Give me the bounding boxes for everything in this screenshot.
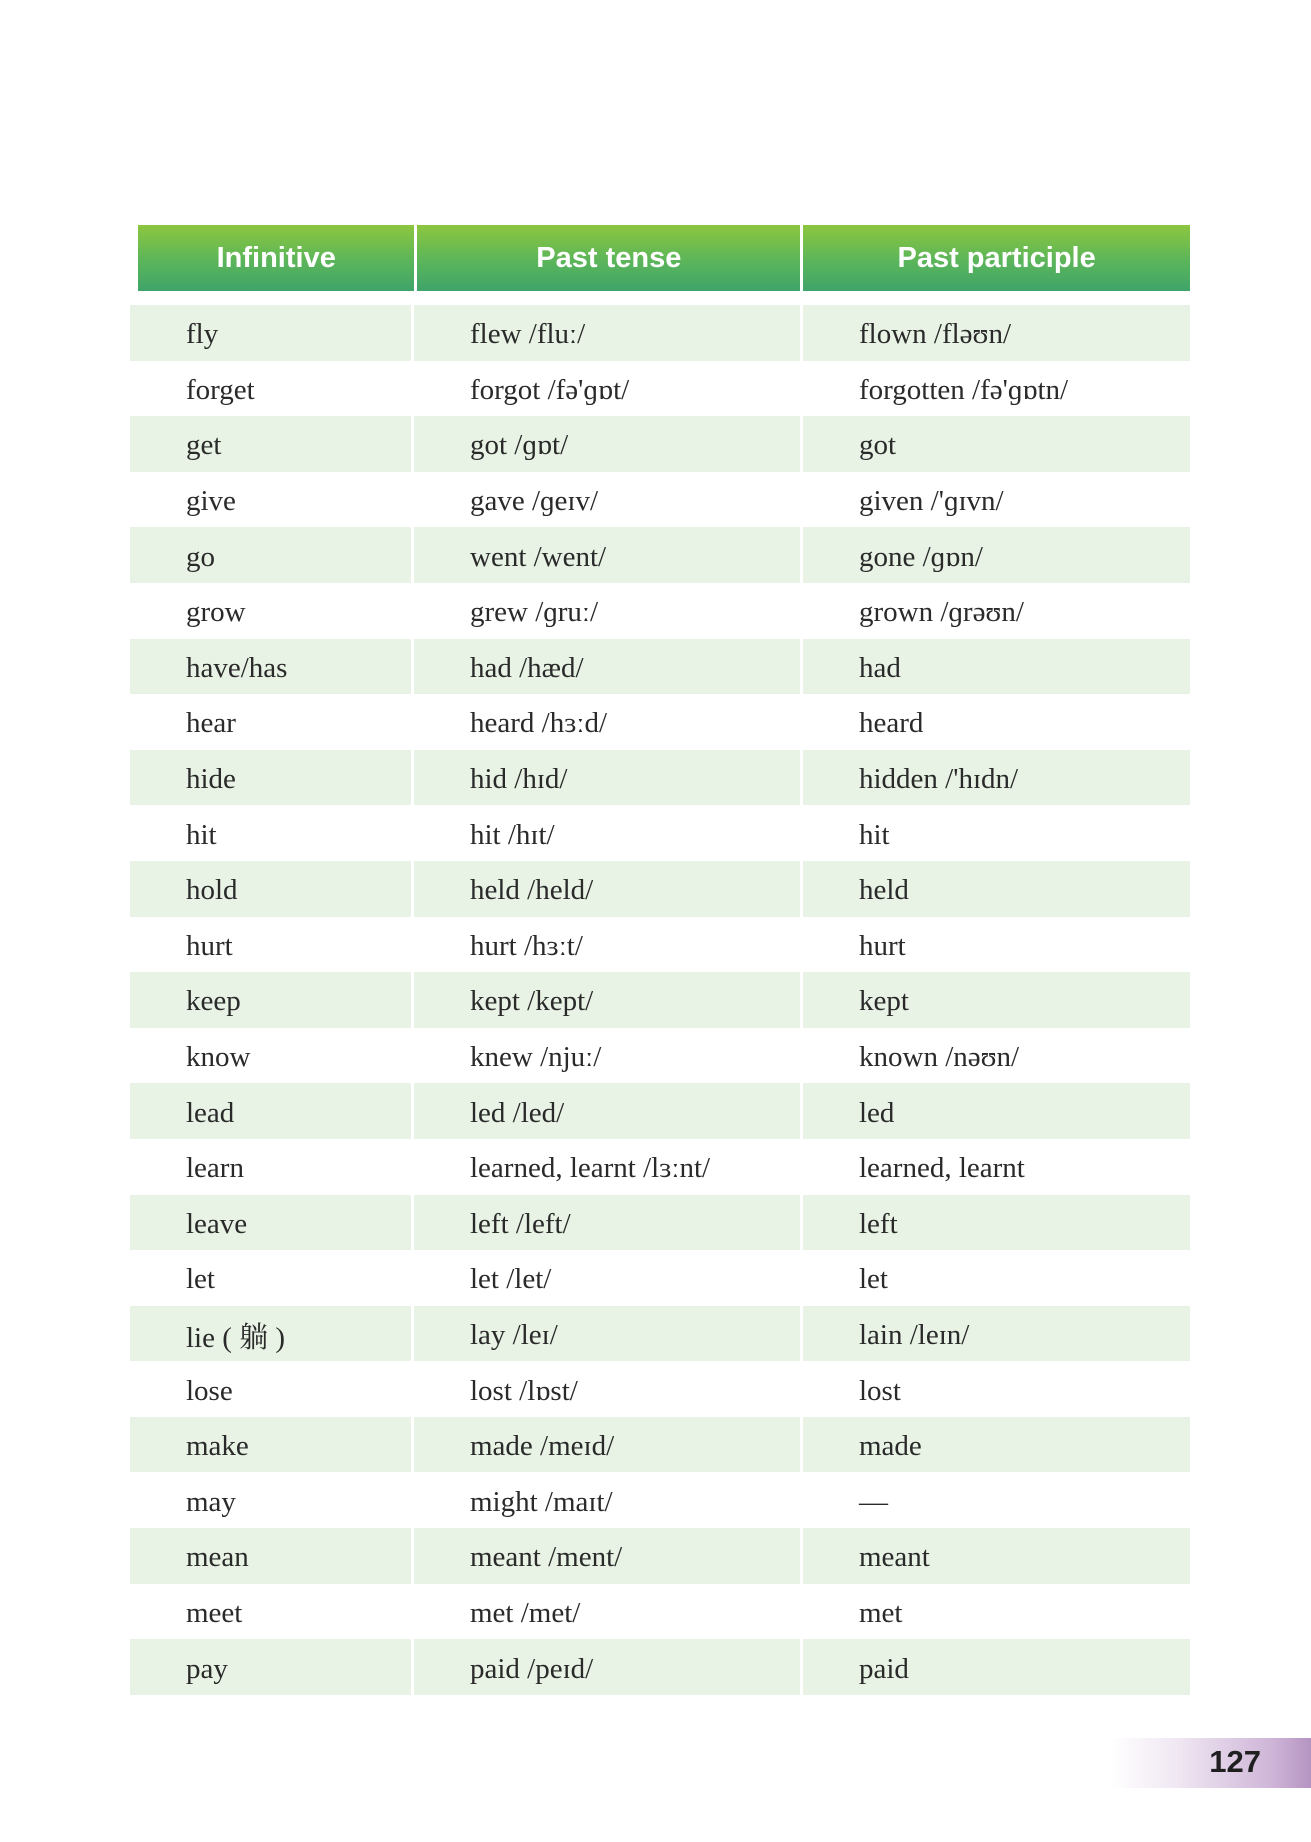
cell-infinitive: forget xyxy=(130,361,414,417)
cell-infinitive: hit xyxy=(130,805,414,861)
cell-past-participle: learned, learnt xyxy=(803,1139,1190,1195)
cell-infinitive: get xyxy=(130,416,414,472)
cell-infinitive: know xyxy=(130,1028,414,1084)
table-row xyxy=(130,1306,1190,1362)
cell-past-participle: got xyxy=(803,416,1190,472)
table-row xyxy=(130,861,1190,917)
cell-past-tense: had /hæd/ xyxy=(414,639,803,695)
cell-infinitive: pay xyxy=(130,1639,414,1695)
cell-past-participle: grown /ɡrəʊn/ xyxy=(803,583,1190,639)
table-row xyxy=(130,750,1190,806)
table-row xyxy=(130,1528,1190,1584)
table-body xyxy=(130,305,1190,1695)
cell-past-tense: lay /leɪ/ xyxy=(414,1306,803,1362)
header-infinitive: Infinitive xyxy=(138,225,417,291)
irregular-verb-table xyxy=(130,225,1190,1695)
cell-infinitive: hide xyxy=(130,750,414,806)
cell-past-tense: kept /kept/ xyxy=(414,972,803,1028)
cell-past-participle: left xyxy=(803,1195,1190,1251)
cell-past-tense: met /met/ xyxy=(414,1584,803,1640)
cell-infinitive: lie ( 躺 ) xyxy=(130,1306,414,1362)
cell-infinitive: lead xyxy=(130,1083,414,1139)
cell-past-tense: got /ɡɒt/ xyxy=(414,416,803,472)
cell-past-tense: hit /hɪt/ xyxy=(414,805,803,861)
cell-infinitive: mean xyxy=(130,1528,414,1584)
cell-past-participle: held xyxy=(803,861,1190,917)
table-row xyxy=(130,1639,1190,1695)
header-past-tense: Past tense xyxy=(417,225,803,291)
cell-past-participle: made xyxy=(803,1417,1190,1473)
cell-infinitive: meet xyxy=(130,1584,414,1640)
cell-infinitive: learn xyxy=(130,1139,414,1195)
cell-infinitive: may xyxy=(130,1472,414,1528)
cell-infinitive: keep xyxy=(130,972,414,1028)
cell-past-tense: made /meɪd/ xyxy=(414,1417,803,1473)
cell-past-tense: meant /ment/ xyxy=(414,1528,803,1584)
table-row xyxy=(130,361,1190,417)
cell-past-tense: left /left/ xyxy=(414,1195,803,1251)
cell-infinitive: fly xyxy=(130,305,414,361)
table-row xyxy=(130,972,1190,1028)
table-row xyxy=(130,1195,1190,1251)
table-row xyxy=(130,805,1190,861)
table-row xyxy=(130,639,1190,695)
cell-past-participle: lost xyxy=(803,1361,1190,1417)
page-number-tab xyxy=(1110,1738,1311,1788)
table-row xyxy=(130,1472,1190,1528)
cell-past-tense: let /let/ xyxy=(414,1250,803,1306)
cell-past-tense: gave /ɡeɪv/ xyxy=(414,472,803,528)
cell-past-participle: given /'ɡɪvn/ xyxy=(803,472,1190,528)
table-row xyxy=(130,472,1190,528)
table-row xyxy=(130,416,1190,472)
cell-past-tense: lost /lɒst/ xyxy=(414,1361,803,1417)
cell-past-participle: hurt xyxy=(803,917,1190,973)
cell-past-tense: flew /fluː/ xyxy=(414,305,803,361)
cell-past-tense: paid /peɪd/ xyxy=(414,1639,803,1695)
cell-past-participle: led xyxy=(803,1083,1190,1139)
table-row xyxy=(130,1028,1190,1084)
cell-infinitive: grow xyxy=(130,583,414,639)
cell-past-tense: led /led/ xyxy=(414,1083,803,1139)
table-row xyxy=(130,1584,1190,1640)
cell-past-participle: flown /fləʊn/ xyxy=(803,305,1190,361)
header-past-participle: Past participle xyxy=(803,225,1190,291)
table-row xyxy=(130,694,1190,750)
cell-past-participle: had xyxy=(803,639,1190,695)
cell-past-tense: heard /hɜːd/ xyxy=(414,694,803,750)
cell-past-tense: knew /njuː/ xyxy=(414,1028,803,1084)
table-row xyxy=(130,1139,1190,1195)
cell-past-tense: forgot /fə'ɡɒt/ xyxy=(414,361,803,417)
cell-past-participle: lain /leɪn/ xyxy=(803,1306,1190,1362)
cell-infinitive: go xyxy=(130,527,414,583)
cell-past-participle: known /nəʊn/ xyxy=(803,1028,1190,1084)
cell-infinitive: give xyxy=(130,472,414,528)
cell-past-participle: let xyxy=(803,1250,1190,1306)
table-row xyxy=(130,917,1190,973)
cell-past-participle: meant xyxy=(803,1528,1190,1584)
cell-past-participle: paid xyxy=(803,1639,1190,1695)
cell-past-tense: held /held/ xyxy=(414,861,803,917)
table-header-row xyxy=(138,225,1190,291)
cell-past-participle: met xyxy=(803,1584,1190,1640)
table-row xyxy=(130,527,1190,583)
cell-past-participle: hit xyxy=(803,805,1190,861)
cell-past-participle: kept xyxy=(803,972,1190,1028)
cell-infinitive: hear xyxy=(130,694,414,750)
page-number: 127 xyxy=(1209,1744,1261,1779)
cell-infinitive: let xyxy=(130,1250,414,1306)
cell-past-participle: — xyxy=(803,1472,1190,1528)
table-row xyxy=(130,1250,1190,1306)
cell-past-tense: went /went/ xyxy=(414,527,803,583)
table-row xyxy=(130,1417,1190,1473)
cell-infinitive: lose xyxy=(130,1361,414,1417)
cell-past-tense: learned, learnt /lɜːnt/ xyxy=(414,1139,803,1195)
cell-infinitive: make xyxy=(130,1417,414,1473)
cell-infinitive: have/has xyxy=(130,639,414,695)
table-row xyxy=(130,1083,1190,1139)
table-row xyxy=(130,583,1190,639)
cell-past-tense: hid /hɪd/ xyxy=(414,750,803,806)
cell-past-participle: heard xyxy=(803,694,1190,750)
cell-past-tense: hurt /hɜːt/ xyxy=(414,917,803,973)
table-row xyxy=(130,305,1190,361)
cell-infinitive: hurt xyxy=(130,917,414,973)
cell-past-participle: hidden /'hɪdn/ xyxy=(803,750,1190,806)
table-row xyxy=(130,1361,1190,1417)
cell-past-tense: might /maɪt/ xyxy=(414,1472,803,1528)
cell-past-participle: forgotten /fə'ɡɒtn/ xyxy=(803,361,1190,417)
cell-past-tense: grew /ɡruː/ xyxy=(414,583,803,639)
cell-past-participle: gone /ɡɒn/ xyxy=(803,527,1190,583)
cell-infinitive: hold xyxy=(130,861,414,917)
cell-infinitive: leave xyxy=(130,1195,414,1251)
